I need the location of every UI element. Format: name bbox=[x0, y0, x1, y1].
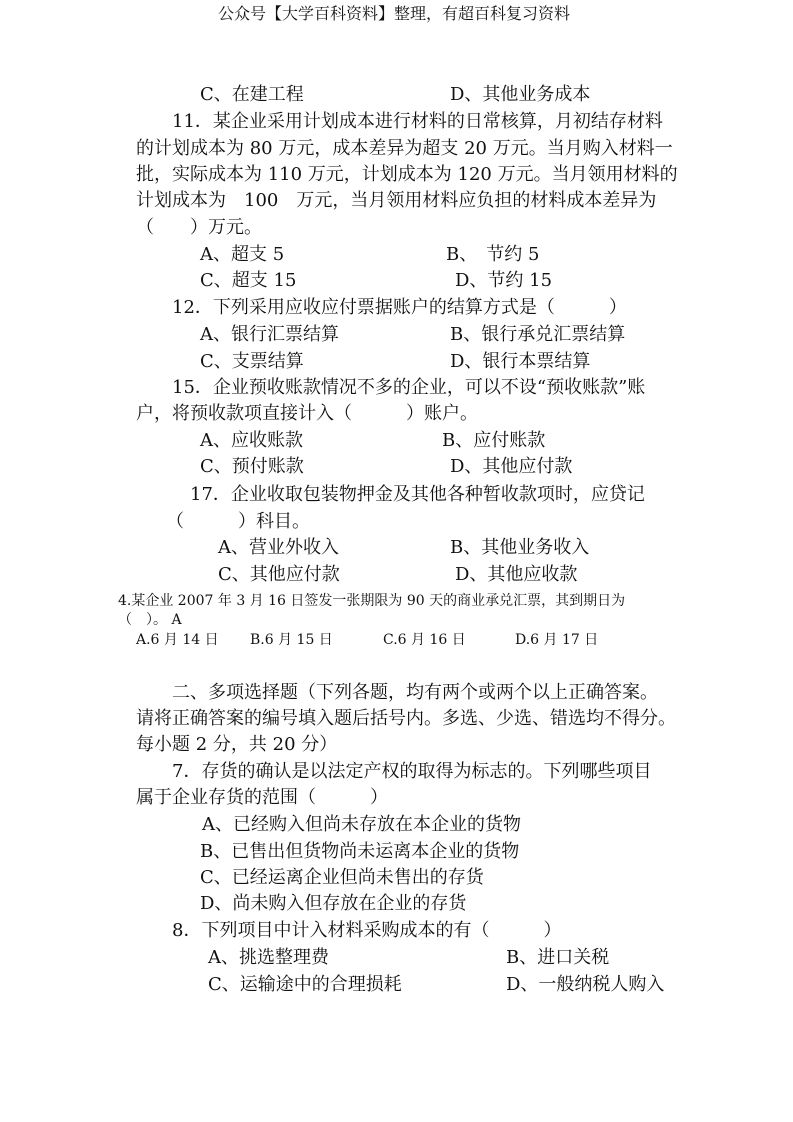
q17-option-b: B、其他业务收入 bbox=[450, 537, 590, 558]
q15-stem-line: 15．企业预收账款情况不多的企业，可以不设“预收账款”账 bbox=[172, 377, 646, 398]
q12-option-a: A、银行汇票结算 bbox=[200, 324, 339, 345]
q12-option-c: C、支票结算 bbox=[200, 351, 304, 372]
q8-option-c: C、运输途中的合理损耗 bbox=[208, 974, 402, 995]
q17-option-c: C、其他应付款 bbox=[218, 564, 340, 585]
q15-option-c: C、预付账款 bbox=[200, 456, 304, 477]
q11-stem-line: 计划成本为 100 万元，当月领用材料应负担的材料成本差异为 bbox=[136, 190, 657, 211]
q17-stem-line: （ ）科目。 bbox=[166, 511, 310, 532]
q8-option-b: B、进口关税 bbox=[506, 947, 610, 968]
q11-stem-line: （ ）万元。 bbox=[136, 217, 262, 238]
q4-stem-line: （ ）。 A bbox=[118, 612, 182, 628]
q7-option-d: D、尚未购入但存放在企业的存货 bbox=[200, 893, 467, 914]
q7-option-a: A、已经购入但尚未存放在本企业的货物 bbox=[202, 814, 521, 835]
q12-option-d: D、银行本票结算 bbox=[450, 351, 591, 372]
q7-stem-line: 属于企业存货的范围（ ） bbox=[136, 787, 388, 808]
q8-option-a: A、挑选整理费 bbox=[208, 947, 329, 968]
q4-option-d: D.6 月 17 日 bbox=[515, 632, 599, 648]
q12-option-b: B、银行承兑汇票结算 bbox=[450, 324, 626, 345]
q4-stem-line: 4.某企业 2007 年 3 月 16 日签发一张期限为 90 天的商业承兑汇票，其到期日为 bbox=[118, 593, 626, 609]
q4-option-a: A.6 月 14 日 bbox=[136, 632, 219, 648]
q11-stem-line: 批，实际成本为 110 万元，计划成本为 120 万元。当月领用材料的 bbox=[136, 164, 678, 185]
q10-option-d: D、其他业务成本 bbox=[450, 84, 591, 105]
q17-option-d: D、其他应收款 bbox=[455, 564, 578, 585]
q15-option-a: A、应收账款 bbox=[200, 430, 303, 451]
q15-option-d: D、其他应付款 bbox=[450, 456, 573, 477]
section-heading-line: 请将正确答案的编号填入题后括号内。多选、少选、错选均不得分。 bbox=[136, 708, 676, 729]
section-heading-line: 二、多项选择题（下列各题，均有两个或两个以上正确答案。 bbox=[172, 682, 658, 703]
q7-option-b: B、已售出但货物尚未运离本企业的货物 bbox=[200, 841, 520, 862]
q10-option-c: C、在建工程 bbox=[200, 84, 304, 105]
q11-option-b: B、 节约 5 bbox=[446, 244, 540, 265]
q15-stem-line: 户，将预收款项直接计入（ ）账户。 bbox=[136, 403, 478, 424]
q15-option-b: B、应付账款 bbox=[442, 430, 546, 451]
q11-stem-line: 的计划成本为 80 万元，成本差异为超支 20 万元。当月购入材料一 bbox=[136, 138, 673, 159]
q11-option-d: D、节约 15 bbox=[455, 270, 553, 291]
q4-option-c: C.6 月 16 日 bbox=[383, 632, 466, 648]
q11-option-c: C、超支 15 bbox=[200, 270, 297, 291]
q8-stem: 8．下列项目中计入材料采购成本的有（ ） bbox=[172, 920, 562, 941]
page-header: 公众号【大学百科资料】整理，有超百科复习资料 bbox=[218, 4, 571, 23]
q11-option-a: A、超支 5 bbox=[200, 244, 285, 265]
q4-option-b: B.6 月 15 日 bbox=[250, 632, 333, 648]
section-heading-line: 每小题 2 分，共 20 分） bbox=[136, 734, 338, 755]
q17-option-a: A、营业外收入 bbox=[218, 537, 339, 558]
q8-option-d: D、一般纳税人购入 bbox=[506, 974, 665, 995]
q17-stem-line: 17．企业收取包装物押金及其他各种暂收款项时，应贷记 bbox=[190, 484, 645, 505]
q11-stem-line: 11．某企业采用计划成本进行材料的日常核算，月初结存材料 bbox=[172, 111, 663, 132]
q7-option-c: C、已经运离企业但尚未售出的存货 bbox=[200, 867, 484, 888]
q12-stem: 12．下列采用应收应付票据账户的结算方式是（ ） bbox=[172, 297, 627, 318]
q7-stem-line: 7．存货的确认是以法定产权的取得为标志的。下列哪些项目 bbox=[172, 761, 652, 782]
